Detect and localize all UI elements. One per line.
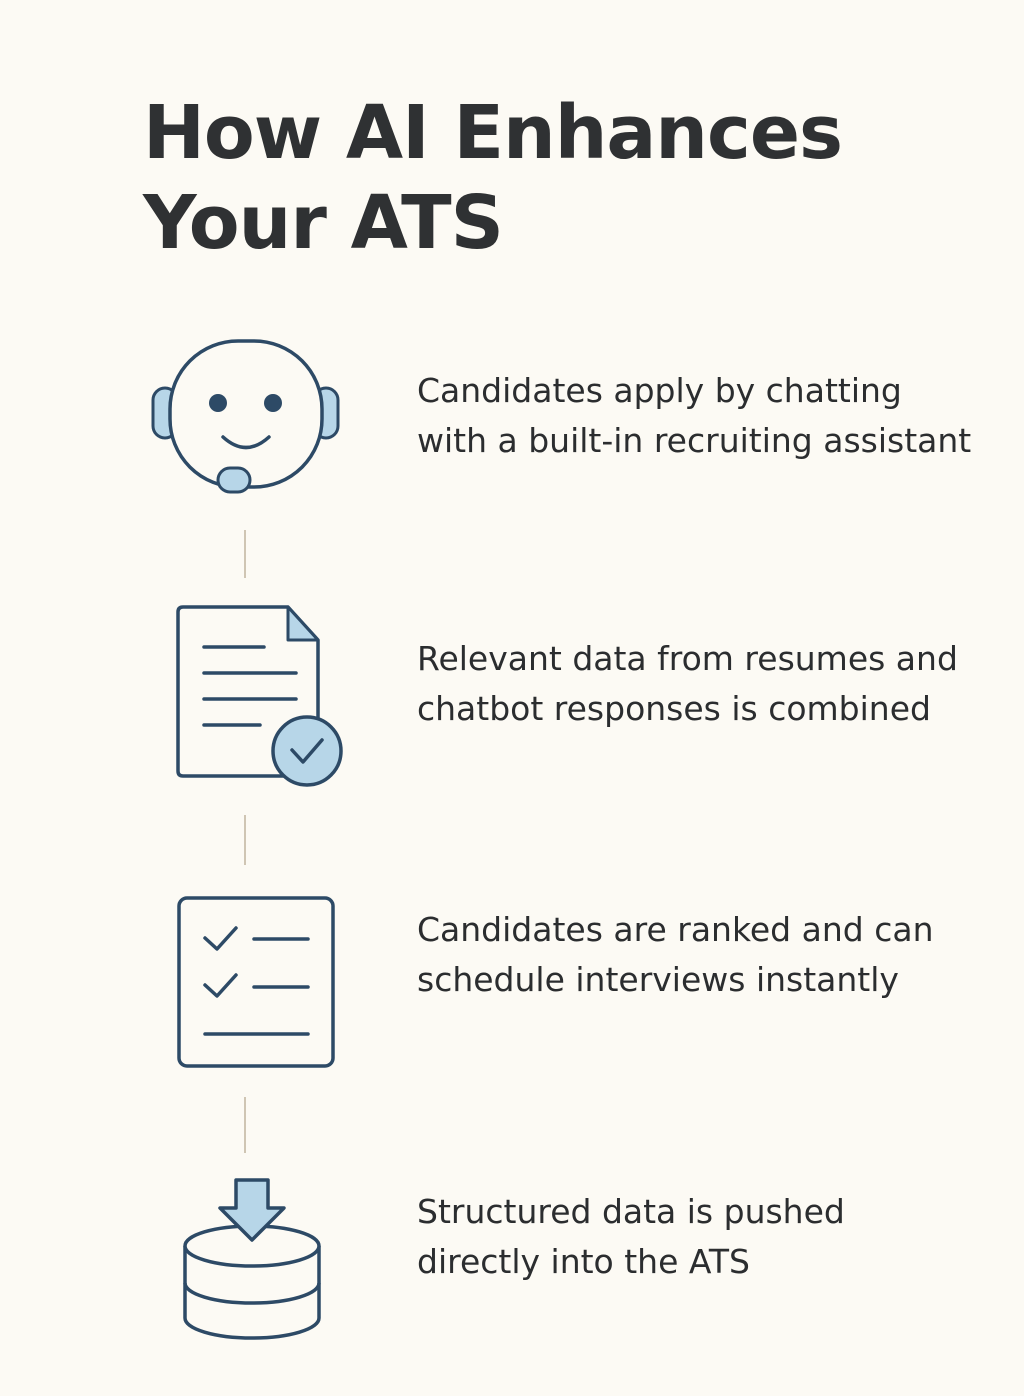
step-3-text: Candidates are ranked and can schedule interviews instantly	[417, 910, 934, 999]
step-connector-1	[244, 530, 246, 578]
step-2-text: Relevant data from resumes and chatbot responses is combined	[417, 639, 958, 728]
step-connector-2	[244, 815, 246, 865]
step-4-text: Structured data is pushed directly into the ATS	[417, 1192, 845, 1281]
document-check-icon	[170, 598, 350, 793]
step-connector-3	[244, 1097, 246, 1153]
step-1-text: Candidates apply by chatting with a built-in recruiting assistant	[417, 371, 972, 460]
chatbot-icon	[148, 338, 348, 498]
page-title: How AI Enhances Your ATS	[143, 90, 843, 266]
database-download-icon	[178, 1175, 328, 1345]
checklist-icon	[172, 892, 342, 1074]
